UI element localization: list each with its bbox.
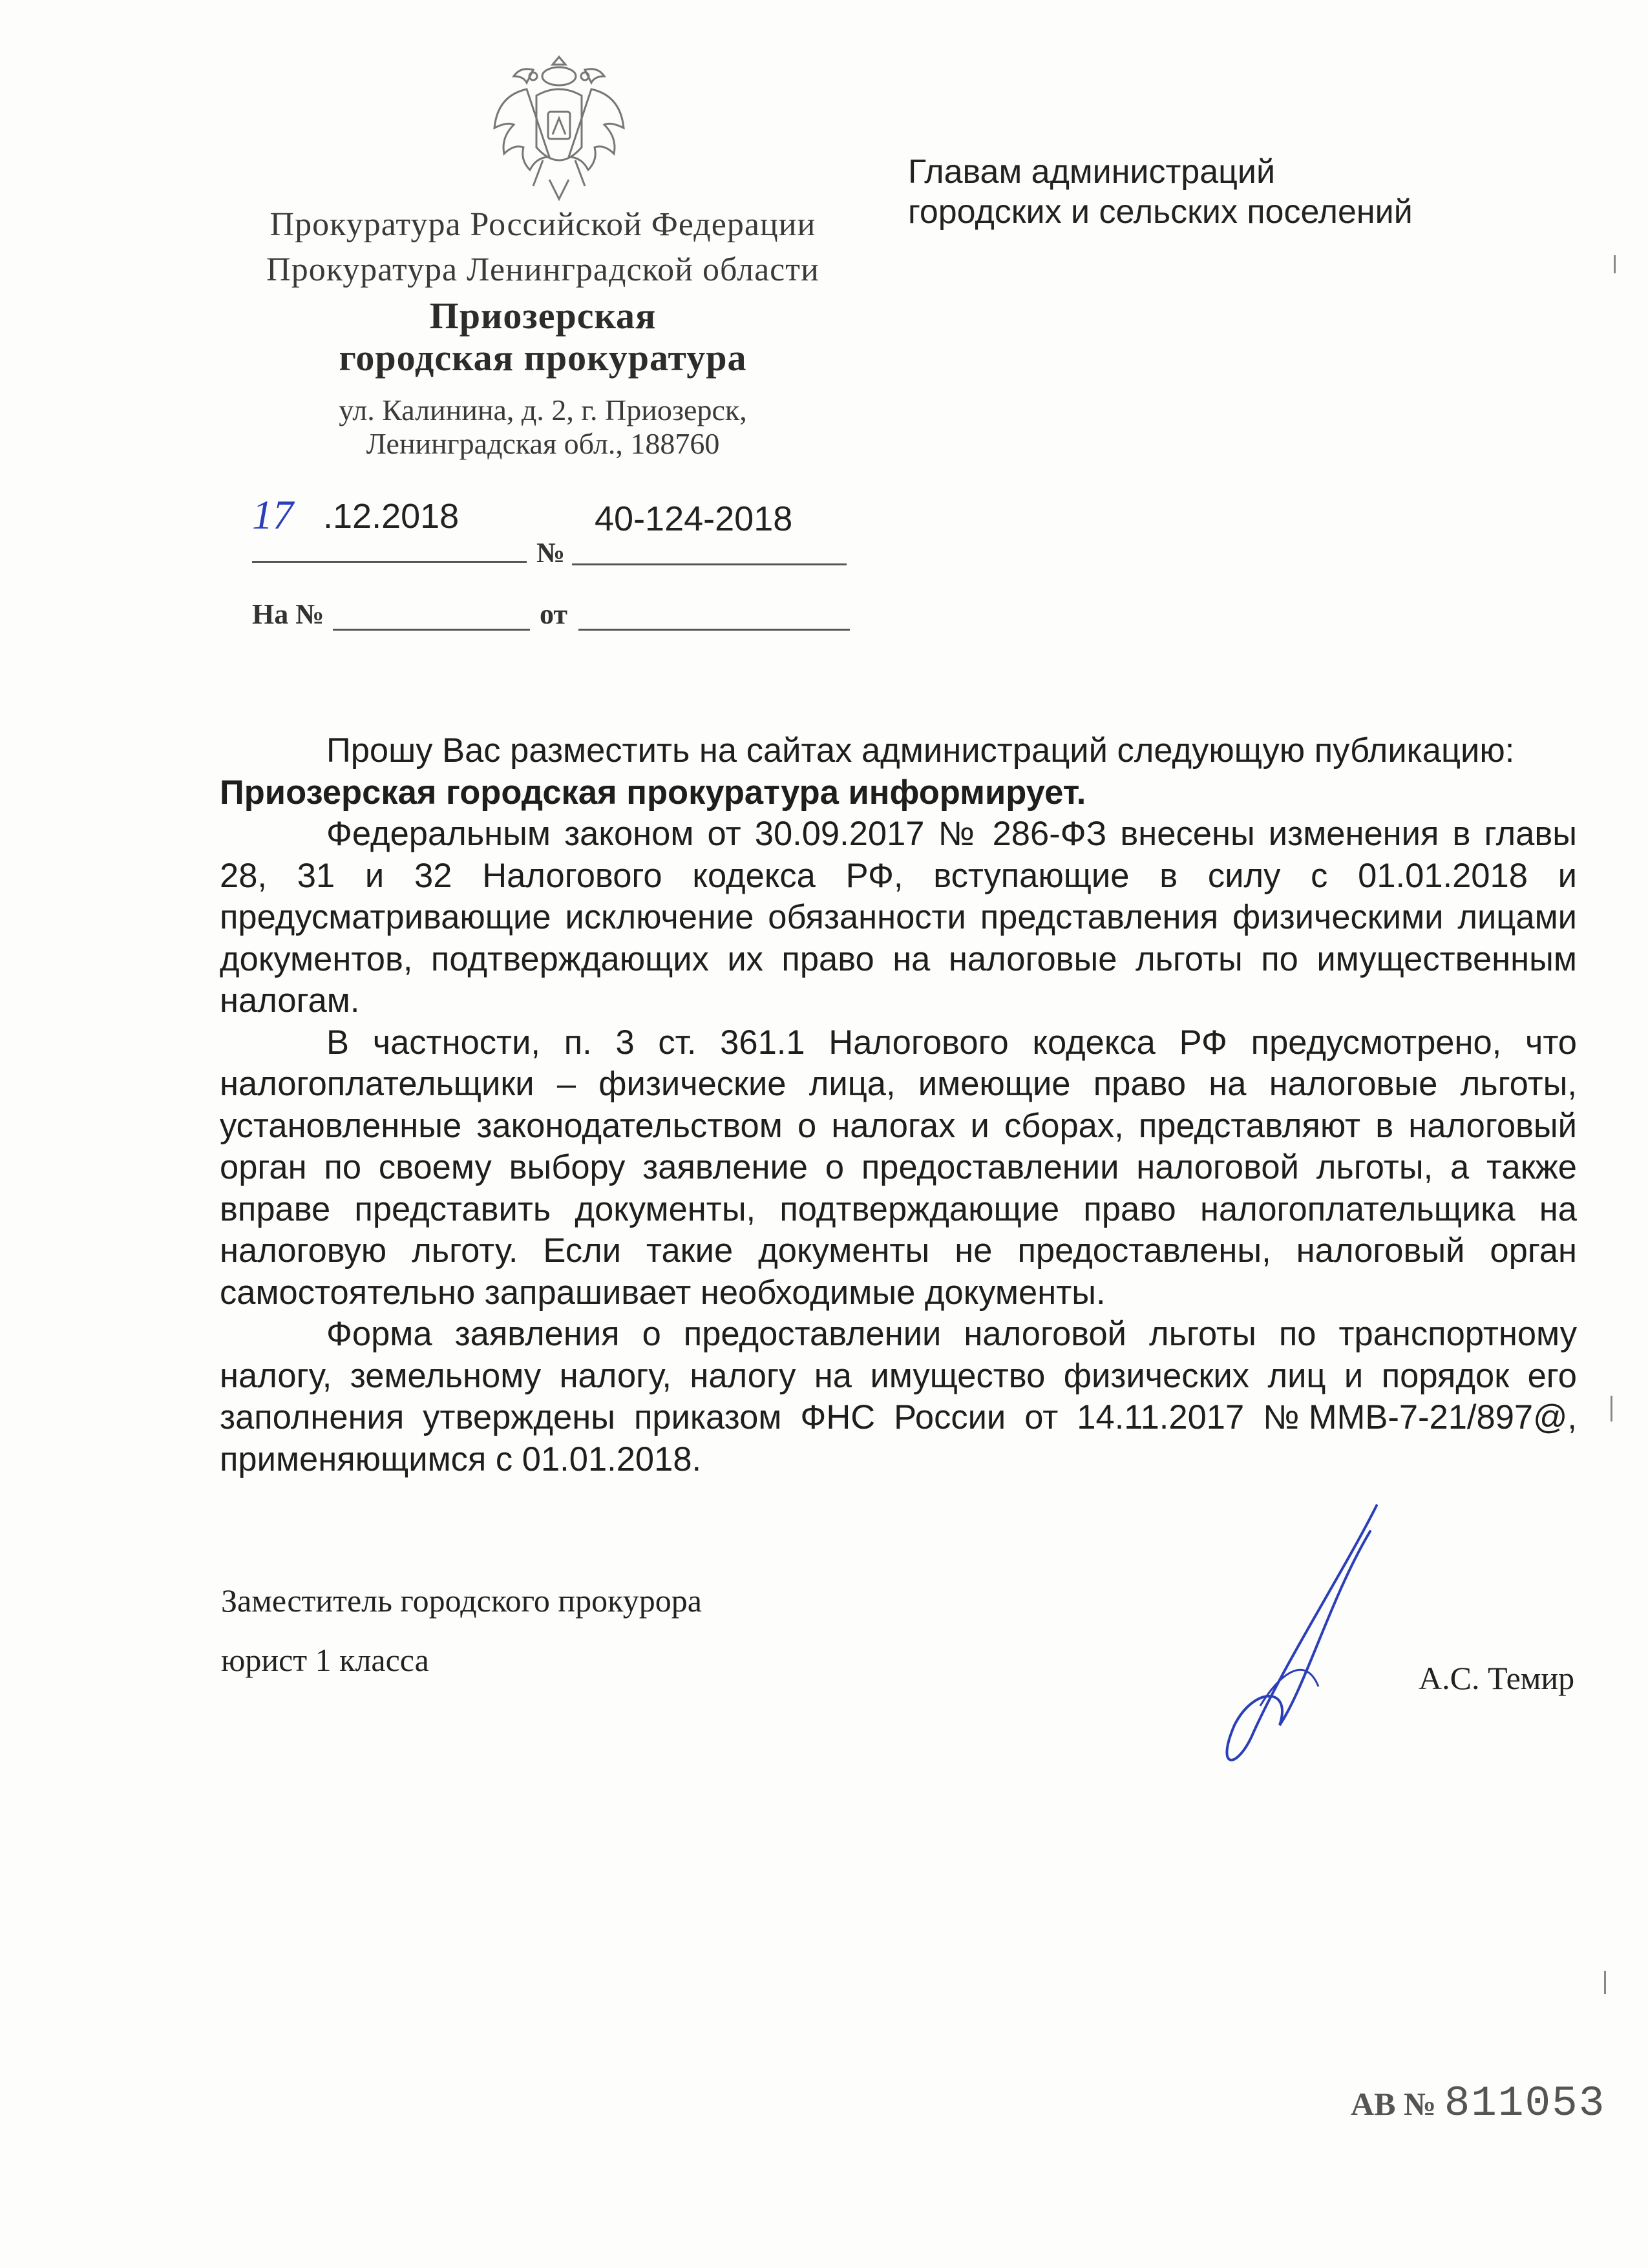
addressee bbox=[908, 152, 1413, 232]
office-name-line-1: Приозерская bbox=[429, 295, 657, 337]
scan-margin-mark bbox=[1604, 1971, 1606, 1994]
office-name-line-2: городская прокуратура bbox=[339, 337, 747, 379]
number-label: № bbox=[536, 537, 565, 569]
form-serial-digits: 811053 bbox=[1444, 2079, 1606, 2128]
org-name-line-1: Прокуратура Российской Федерации bbox=[269, 206, 816, 243]
number-underline bbox=[572, 563, 847, 565]
form-serial-number bbox=[1351, 2079, 1605, 2128]
body-paragraph-details: В частности, п. 3 ст. 361.1 Налогового кодекса РФ предусмотрено, что налогоплательщики – физические лица, имеющие право на налоговые льготы, установленные законодательством о налогах и сборах, представляют в налоговый орган по своему выбору заявление о предоставлении налоговой льготы, а также вправе представить документы, подтверждающие право налогоплательщика на налоговую льготу. Если такие документы не предоставлены, налоговый орган самостоятельно запрашивает необходимые документы. bbox=[220, 1023, 1577, 1312]
office-address-line-2: Ленинградская обл., 188760 bbox=[366, 427, 720, 460]
reply-date-underline bbox=[578, 629, 850, 631]
body-paragraph-heading: Приозерская городская прокуратура информирует. bbox=[220, 773, 1086, 812]
org-name-line-2: Прокуратура Ленинградской области bbox=[266, 251, 819, 288]
from-label: от bbox=[540, 598, 568, 630]
body-paragraph-request: Прошу Вас разместить на сайтах администраций следующую публикацию: bbox=[326, 731, 1515, 770]
addressee-line-1: Главам администраций bbox=[908, 153, 1276, 191]
signatory-name: А.С. Темир bbox=[1419, 1660, 1575, 1696]
signatory-position-line-1: Заместитель городского прокурора bbox=[221, 1582, 702, 1619]
date-underline bbox=[252, 561, 527, 563]
office-address-line-1: ул. Калинина, д. 2, г. Приозерск, bbox=[339, 394, 747, 426]
body-paragraph-law: Федеральным законом от 30.09.2017 № 286-ФЗ внесены изменения в главы 28, 31 и 32 Налогового кодекса РФ, вступающие в силу с 01.01.2018 и предусматривающие исключение обязанности представления физическими лицами документов, подтверждающих их право на налоговые льготы по имущественным налогам. bbox=[220, 815, 1577, 1020]
letter-body bbox=[220, 730, 1577, 1480]
form-serial-series: АВ № bbox=[1351, 2086, 1437, 2122]
body-paragraph-form: Форма заявления о предоставлении налоговой льготы по транспортному налогу, земельному налогу, налогу на имущество физических лиц и порядок его заполнения утверждены приказом ФНС России от 14.11.2017 №ММВ-7-21/897@, применяющимся с 01.01.2018. bbox=[220, 1315, 1577, 1478]
scan-margin-mark bbox=[1611, 1396, 1612, 1422]
handwritten-day: 17 bbox=[252, 492, 293, 538]
reply-number-underline bbox=[333, 629, 530, 631]
signatory-position-line-2: юрист 1 класса bbox=[221, 1642, 429, 1678]
addressee-line-2: городских и сельских поселений bbox=[908, 193, 1413, 231]
double-headed-eagle-emblem-icon bbox=[488, 50, 630, 205]
scan-margin-mark bbox=[1614, 255, 1616, 273]
handwritten-signature bbox=[1215, 1493, 1409, 1783]
registration-date: .12.2018 bbox=[323, 497, 460, 536]
registration-block bbox=[252, 491, 850, 640]
reply-to-label: На № bbox=[252, 598, 324, 630]
registration-number: 40-124-2018 bbox=[595, 499, 793, 538]
